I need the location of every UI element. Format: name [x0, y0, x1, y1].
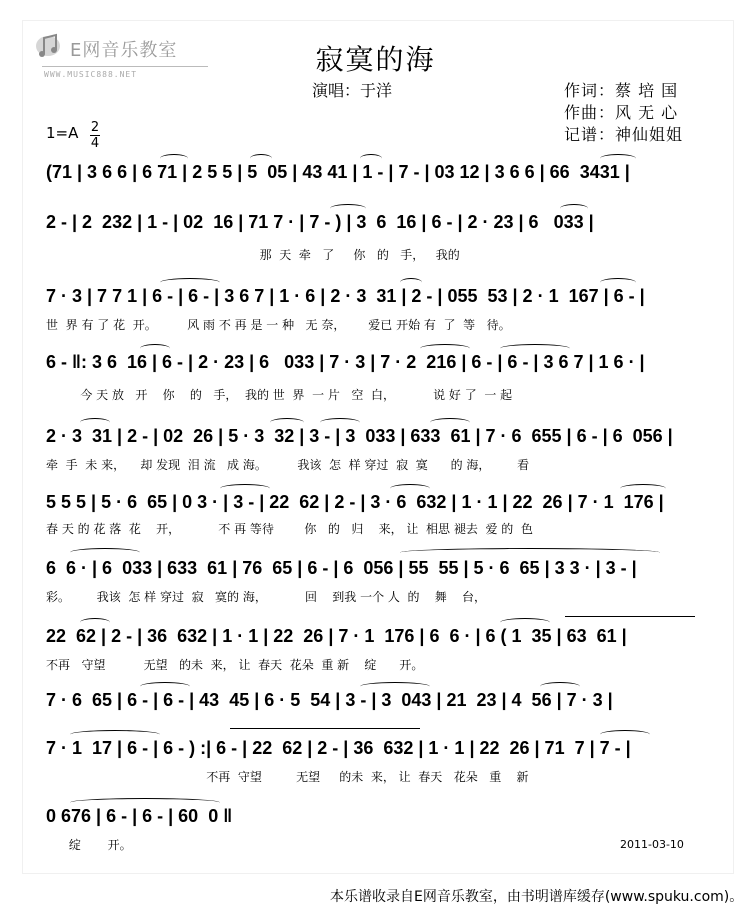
slur — [400, 548, 660, 557]
slur — [140, 682, 190, 691]
lyrics-line: 不再 守望 无望 的未 来， 让 春天 花朵 重 新 绽 开。 — [46, 658, 424, 672]
slur — [620, 484, 666, 493]
slur — [250, 154, 272, 163]
slur — [80, 418, 110, 427]
slur — [70, 548, 140, 557]
volta-line — [565, 616, 695, 617]
volta-line — [230, 728, 420, 729]
score-row — [0, 286, 751, 310]
slur — [330, 204, 366, 213]
composer-credit: 作曲：风 无 心 — [564, 103, 679, 122]
slur — [600, 278, 636, 287]
notation-line: 7 · 1 17 | 6 - | 6 - ) :| 6 - | 22 62 | 2 - | 36 632 | 1 · 1 | 22 26 | 71 7 | 7 - | — [46, 738, 631, 758]
slur — [420, 344, 470, 353]
lyrics-line: 牵 手 未 来， 却 发现 泪 流 成 海。 我该 怎 样 穿过 寂 寞 的 海， 看 — [46, 458, 530, 472]
lyrics-line: 那 天 牵 了 你 的 手， 我的 — [46, 248, 460, 262]
meter-top: 2 — [90, 120, 100, 135]
slur — [540, 682, 580, 691]
slur — [430, 418, 470, 427]
slur — [600, 154, 636, 163]
notation-line: 6 6 · | 6 033 | 633 61 | 76 65 | 6 - | 6 056 | 55 55 | 5 · 6 65 | 3 3 · | 3 - | — [46, 558, 637, 578]
notation-line: 2 · 3 31 | 2 - | 02 26 | 5 · 3 32 | 3 - | 3 033 | 633 61 | 7 · 6 655 | 6 - | 6 056 | — [46, 426, 673, 446]
time-signature — [90, 121, 100, 150]
score-row — [0, 558, 751, 582]
slur — [160, 154, 188, 163]
score-row — [0, 626, 751, 650]
logo-text: E网音乐教室 — [70, 40, 178, 61]
score-row — [0, 806, 751, 830]
slur — [360, 154, 382, 163]
lyrics-line: 彩。 我该 怎 样 穿过 寂 寞的 海， 回 到我 一个 人 的 舞 台， — [46, 590, 487, 604]
transcription-date: 2011-03-10 — [620, 838, 684, 851]
score-row — [0, 162, 751, 186]
lyrics-line: 世 界 有 了 花 开。 风 雨 不 再 是 一 种 无 奈， 爱已 开始 有 了 等 待。 — [46, 318, 511, 332]
notation-line: 6 - ‖: 3 6 16 | 6 - | 2 · 23 | 6 033 | 7 · 3 | 7 · 2 216 | 6 - | 6 - | 3 6 7 | 1 6 · | — [46, 352, 645, 372]
transcriber-credit: 记谱：神仙姐姐 — [564, 125, 684, 144]
slur — [560, 204, 588, 213]
song-title: 寂寞的海 — [315, 43, 436, 76]
lyrics-line: 不再 守望 无望 的未 来， 让 春天 花朵 重 新 — [46, 770, 529, 784]
slur — [160, 278, 220, 287]
score-row — [0, 690, 751, 714]
score-row — [0, 492, 751, 516]
slur — [400, 278, 422, 287]
slur — [360, 682, 430, 691]
source-footer: 本乐谱收录自E网音乐教室，由书明谱库缓存(www.spuku.com)。 — [330, 889, 744, 905]
slur — [140, 344, 170, 353]
singer-credit: 演唱：于洋 — [312, 81, 393, 100]
slur — [390, 484, 430, 493]
score-row — [0, 352, 751, 376]
slur — [220, 484, 270, 493]
logo-url: WWW.MUSIC888.NET — [44, 70, 138, 79]
lyrics-line: 绽 开。 — [46, 838, 132, 852]
slur — [500, 618, 550, 627]
slur — [320, 418, 360, 427]
notation-line: 0 676 | 6 - | 6 - | 60 0 ‖ — [46, 806, 233, 826]
notation-line: 7 · 3 | 7 7 1 | 6 - | 6 - | 3 6 7 | 1 · 6 | 2 · 3 31 | 2 - | 055 53 | 2 · 1 167 | 6 - | — [46, 286, 645, 306]
notation-line: (71 | 3 6 6 | 6 71 | 2 5 5 | 5 05 | 43 41 | 1 - | 7 - | 03 12 | 3 6 6 | 66 3431 | — [46, 162, 630, 182]
slur — [600, 730, 650, 739]
score-row — [0, 738, 751, 762]
notation-line: 22 62 | 2 - | 36 632 | 1 · 1 | 22 26 | 7 · 1 176 | 6 6 · | 6 ( 1 35 | 63 61 | — [46, 626, 627, 646]
slur — [270, 418, 304, 427]
lyricist-credit: 作词：蔡 培 国 — [564, 81, 679, 100]
slur — [70, 798, 220, 807]
key-signature: 1=A — [46, 124, 79, 142]
meter-bottom: 4 — [90, 136, 100, 151]
slur — [80, 618, 110, 627]
score-row — [0, 426, 751, 450]
notation-line: 5 5 5 | 5 · 6 65 | 0 3 · | 3 - | 22 62 | 2 - | 3 · 6 632 | 1 · 1 | 22 26 | 7 · 1 176 | — [46, 492, 664, 512]
lyrics-line: 春 天 的 花 落 花 开， 不 再 等待 你 的 归 来， 让 相思 褪去 爱 的 色 — [46, 522, 533, 536]
notation-line: 7 · 6 65 | 6 - | 6 - | 43 45 | 6 · 5 54 | 3 - | 3 043 | 21 23 | 4 56 | 7 · 3 | — [46, 690, 613, 710]
lyrics-line: 今 天 放 开 你 的 手， 我的 世 界 一 片 空 白， 说 好 了 一 起 — [46, 388, 513, 402]
slur — [500, 344, 570, 353]
notation-line: 2 - | 2 232 | 1 - | 02 16 | 71 7 · | 7 - ) | 3 6 16 | 6 - | 2 · 23 | 6 033 | — [46, 212, 594, 232]
slur — [70, 730, 160, 739]
score-row — [0, 212, 751, 236]
